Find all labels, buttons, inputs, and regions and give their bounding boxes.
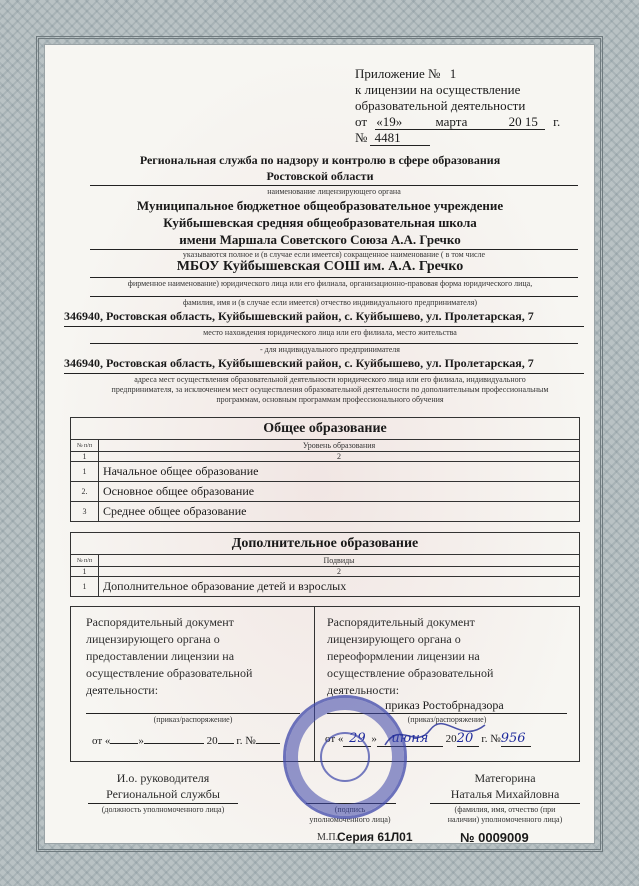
additional-col-num1: 1 bbox=[71, 567, 99, 577]
blank-number: № 0009009 bbox=[460, 830, 529, 845]
signer-name2: Наталья Михайловна bbox=[450, 787, 560, 801]
caption4-underline bbox=[90, 343, 578, 344]
table-row bbox=[71, 502, 580, 522]
left-doc-mid: » bbox=[138, 735, 144, 747]
right-doc-block bbox=[327, 614, 493, 699]
right-doc-l5: деятельности: bbox=[327, 683, 400, 697]
general-col-num2: 2 bbox=[99, 452, 580, 462]
right-doc-l4: осуществление образовательной bbox=[327, 666, 494, 680]
right-doc-month: июня bbox=[377, 731, 443, 747]
sign-caption2: уполномоченного лица) bbox=[309, 815, 391, 824]
table-row bbox=[71, 482, 580, 502]
org-caption6: адреса мест осуществления образовательной деятельности юридического лица или его филиала, индивидуального bbox=[134, 375, 526, 384]
left-doc-caption: (приказ/распоряжение) bbox=[153, 715, 233, 724]
right-doc-from: от « bbox=[325, 733, 344, 745]
org-short-name: МБОУ Куйбышевская СОШ им. А.А. Гречко bbox=[176, 259, 464, 274]
position-caption: (должность уполномоченного лица) bbox=[101, 805, 225, 814]
org-line3: имени Маршала Советского Союза А.А. Гречко bbox=[179, 232, 461, 247]
org-line2: Куйбышевская средняя общеобразовательная школа bbox=[163, 215, 477, 230]
left-doc-order-line bbox=[86, 713, 300, 714]
org-caption2: фирменное наименование) юридического лица или его филиала, организационно-правовая форма юридического лица, bbox=[127, 279, 533, 288]
general-row-no: 1 bbox=[71, 462, 99, 482]
left-doc-l1: Распорядительный документ bbox=[86, 615, 234, 629]
right-doc-l2: лицензирующего органа о bbox=[327, 632, 461, 646]
authority-underline bbox=[90, 185, 578, 186]
authority-block bbox=[80, 152, 560, 184]
authority-line1: Региональная служба по надзору и контролю в сфере образования bbox=[139, 153, 501, 167]
general-education-table bbox=[70, 417, 580, 522]
activity-address: 346940, Ростовская область, Куйбышевский район, с. Куйбышево, ул. Пролетарская, 7 bbox=[64, 356, 534, 370]
caption2-underline bbox=[90, 296, 578, 297]
license-number: 4481 bbox=[374, 130, 401, 145]
right-doc-mid: » bbox=[371, 733, 377, 745]
left-doc-l5: деятельности: bbox=[86, 683, 159, 697]
right-doc-l3: переоформлении лицензии на bbox=[327, 649, 480, 663]
official-seal-icon bbox=[283, 695, 407, 819]
left-doc-from: от « bbox=[92, 735, 111, 747]
signer-position bbox=[88, 770, 238, 802]
left-doc-l2: лицензирующего органа о bbox=[86, 632, 220, 646]
appendix-from: от bbox=[355, 114, 368, 129]
general-row-no: 3 bbox=[71, 502, 99, 522]
right-doc-caption: (приказ/распоряжение) bbox=[407, 715, 487, 724]
left-doc-date bbox=[92, 735, 280, 747]
right-doc-number: 956 bbox=[501, 731, 531, 747]
org-caption-block bbox=[70, 375, 590, 405]
general-col-level: Уровень образования bbox=[99, 440, 580, 452]
left-doc-l4: осуществление образовательной bbox=[86, 666, 253, 680]
address2-underline bbox=[64, 373, 584, 374]
org-caption3: фамилия, имя и (в случае если имеется) отчество индивидуального предпринимателя) bbox=[182, 298, 478, 307]
appendix-label: Приложение № bbox=[355, 66, 441, 81]
appendix-day: «19» bbox=[376, 114, 403, 129]
left-doc-l3: предоставлении лицензии на bbox=[86, 649, 235, 663]
position-underline bbox=[88, 803, 238, 804]
additional-row-name: Дополнительное образование детей и взрослых bbox=[99, 577, 580, 597]
additional-col-num2: 2 bbox=[99, 567, 580, 577]
appendix-line2: к лицензии на осуществление bbox=[355, 82, 521, 97]
right-doc-year-hw: 20 bbox=[457, 731, 479, 747]
appendix-year-suffix: г. bbox=[553, 114, 561, 129]
signer-name1: Матегорина bbox=[474, 771, 536, 785]
org-caption1: указываются полное и (в случае если имеется) сокращенное наименование ( в том числе bbox=[182, 250, 486, 259]
right-doc-l1: Распорядительный документ bbox=[327, 615, 475, 629]
mp-label: М.П. bbox=[317, 832, 339, 843]
org-caption7: предпринимателя, за исключением мест осуществления образовательной деятельности по дополнительным профессиональным bbox=[111, 385, 549, 394]
authority-caption: наименование лицензирующего органа bbox=[267, 187, 401, 196]
name-caption2: наличии) уполномоченного лица) bbox=[447, 815, 563, 824]
number-underline bbox=[370, 145, 430, 146]
org-caption8: программам, основным программам профессионального обучения bbox=[216, 395, 444, 404]
org-caption5: - для индивидуального предпринимателя bbox=[260, 345, 400, 354]
blank-series: Серия 61Л01 bbox=[337, 830, 413, 844]
authority-line2: Ростовской области bbox=[266, 169, 374, 183]
right-doc-g: г. № bbox=[481, 733, 501, 745]
name-caption1: (фамилия, имя, отчество (при bbox=[454, 805, 556, 814]
general-col-num1: 1 bbox=[71, 452, 99, 462]
general-row-no: 2. bbox=[71, 482, 99, 502]
right-doc-order: приказ Ростобрнадзора bbox=[385, 698, 504, 712]
table-row bbox=[71, 577, 580, 597]
general-row-name: Начальное общее образование bbox=[99, 462, 580, 482]
table-row bbox=[71, 462, 580, 482]
appendix-block bbox=[355, 66, 560, 146]
signer-position2: Региональной службы bbox=[106, 787, 220, 801]
org-line1: Муниципальное бюджетное общеобразовательное учреждение bbox=[136, 198, 504, 213]
short-name-underline bbox=[90, 277, 578, 278]
left-doc-year: 20 bbox=[206, 735, 218, 747]
left-doc-g: г. № bbox=[236, 735, 256, 747]
sign-caption1: (подпись bbox=[334, 805, 366, 814]
additional-row-no: 1 bbox=[71, 577, 99, 597]
right-doc-year: 20 bbox=[445, 733, 457, 745]
signer-name bbox=[430, 770, 580, 802]
signer-position1: И.о. руководителя bbox=[116, 771, 210, 785]
org-caption4: место нахождения юридического лица или его филиала, место жительства bbox=[203, 328, 457, 337]
name-underline bbox=[430, 803, 580, 804]
right-doc-day: 29 bbox=[343, 731, 371, 747]
additional-education-table bbox=[70, 532, 580, 597]
appendix-month: марта bbox=[435, 114, 468, 129]
additional-col-sub: Подвиды bbox=[99, 555, 580, 567]
additional-col-no: № п/п bbox=[71, 555, 99, 567]
legal-address: 346940, Ростовская область, Куйбышевский район, с. Куйбышево, ул. Пролетарская, 7 bbox=[64, 309, 534, 323]
name-caption bbox=[430, 805, 580, 825]
appendix-no-label: № bbox=[355, 130, 368, 145]
appendix-year: 20 15 bbox=[508, 114, 538, 129]
organization-block bbox=[80, 197, 560, 248]
general-education-title: Общее образование bbox=[71, 418, 580, 440]
additional-education-title: Дополнительное образование bbox=[71, 533, 580, 555]
date-underline bbox=[375, 129, 545, 130]
appendix-line3: образовательной деятельности bbox=[355, 98, 526, 113]
left-doc-block bbox=[86, 614, 252, 699]
general-row-name: Среднее общее образование bbox=[99, 502, 580, 522]
general-col-no: № п/п bbox=[71, 440, 99, 452]
appendix-number: 1 bbox=[449, 66, 457, 81]
seal-emblem-icon bbox=[320, 732, 370, 782]
signature-scribble-icon bbox=[380, 715, 490, 755]
general-row-name: Основное общее образование bbox=[99, 482, 580, 502]
address1-underline bbox=[64, 326, 584, 327]
